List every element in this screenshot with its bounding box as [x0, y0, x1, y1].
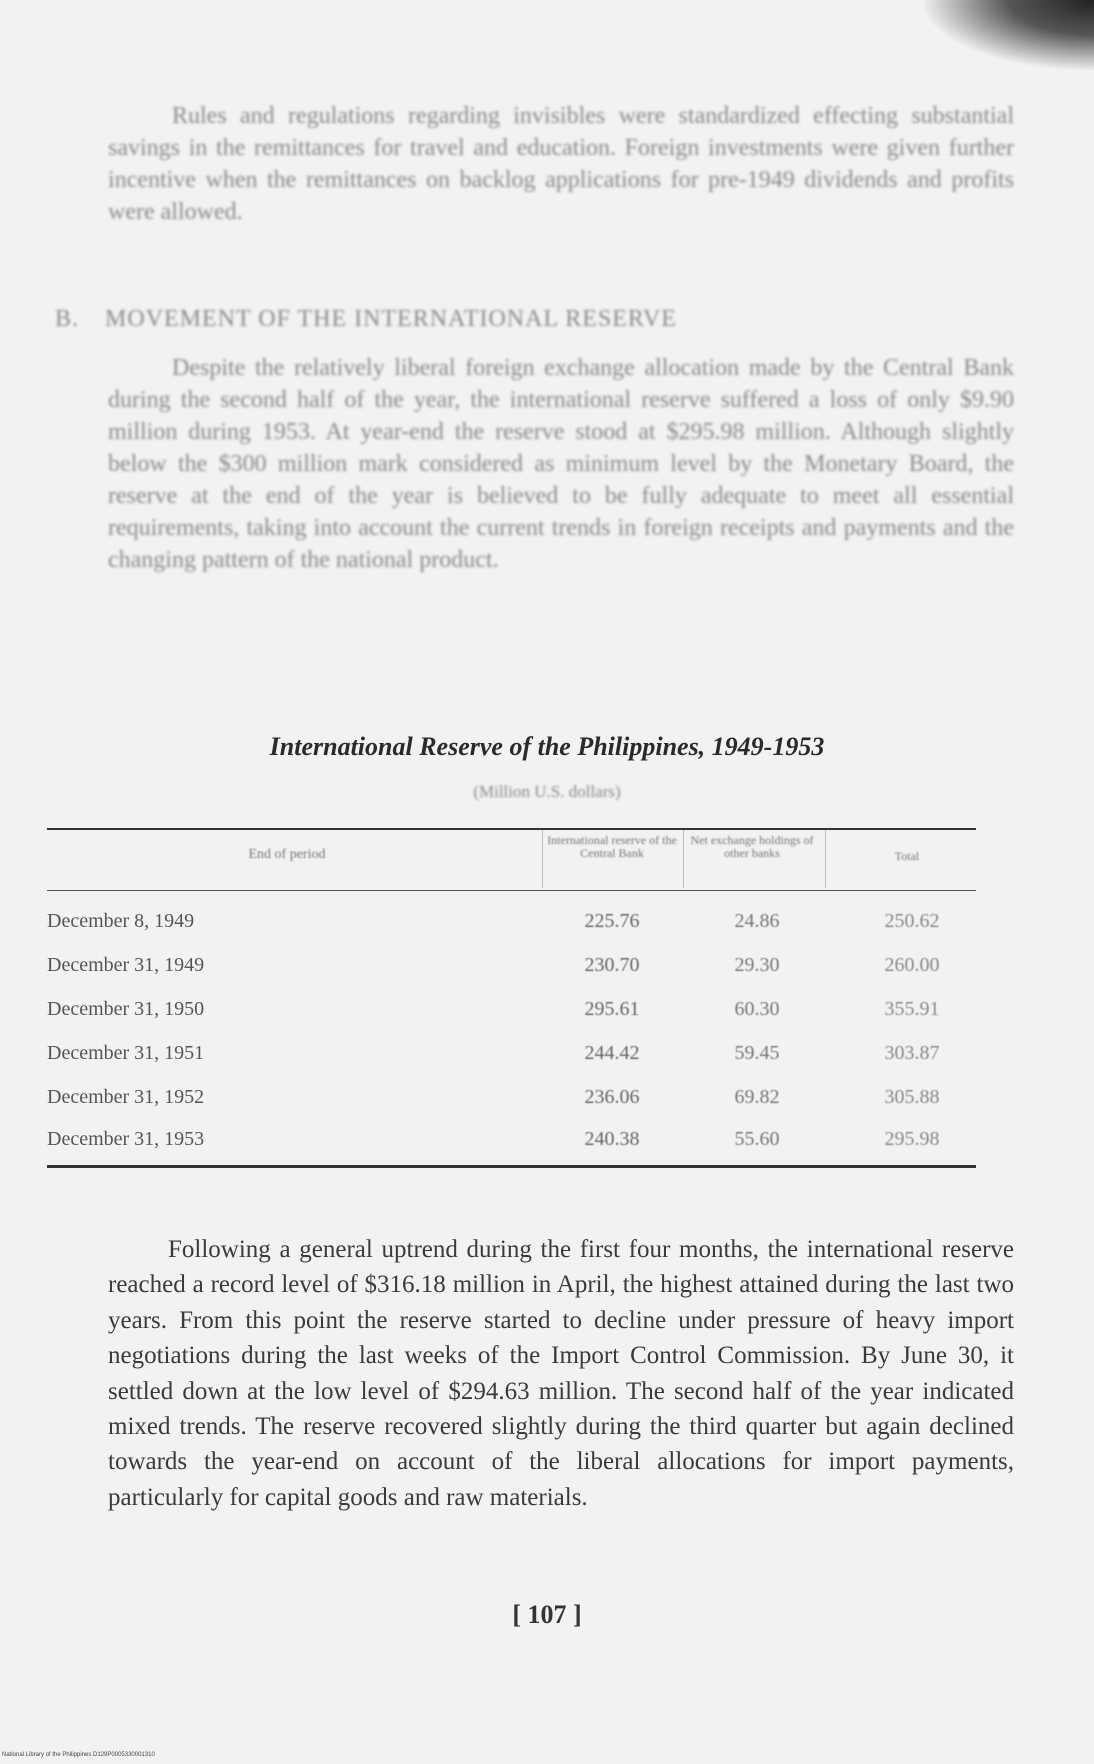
cell-other-banks: 24.86: [734, 910, 780, 932]
cell-other-banks: 29.30: [734, 954, 780, 976]
cell-central-bank: 240.38: [584, 1128, 640, 1150]
cell-period: December 31, 1951: [47, 1042, 205, 1064]
table-top-rule: [47, 828, 976, 830]
section-title: MOVEMENT OF THE INTERNATIONAL RESERVE: [105, 306, 677, 332]
header-central-bank-reserve: International reserve of the Central Bank: [547, 833, 677, 860]
cell-central-bank: 295.61: [584, 998, 640, 1020]
table-bottom-rule: [47, 1165, 976, 1168]
table-header-rule: [47, 890, 976, 891]
header-divider: [542, 830, 543, 888]
cell-other-banks: 55.60: [734, 1128, 780, 1150]
header-other-banks: Net exchange holdings of other banks: [690, 833, 814, 860]
cell-central-bank: 244.42: [584, 1042, 640, 1064]
header-total: Total: [894, 849, 920, 863]
paragraph-invisibles: Rules and regulations regarding invisibles were standardized effecting substantial savings in the remittances for travel and education. Foreign investments were given further incentive when the remittances on backlog applications for pre-1949 dividends and profits were allowed.: [108, 103, 1014, 225]
table-row: [47, 910, 976, 940]
paragraph-reserve-movement: Despite the relatively liberal foreign exchange allocation made by the Central Bank during the second half of the year, the international reserve suffered a loss of only $9.90 million during 1953. At year-end the reserve stood at $295.98 million. Although slightly below the $300 million mark considered as minimum level by the Monetary Board, the reserve at the end of the year is believed to be fully adequate to meet all essential requirements, taking into account the current trends in foreign receipts and payments and the changing pattern of the national product.: [108, 355, 1014, 573]
section-heading: [55, 306, 677, 333]
cell-other-banks: 59.45: [734, 1042, 780, 1064]
header-divider: [683, 830, 684, 888]
cell-period: December 31, 1953: [47, 1128, 205, 1150]
cell-total: 295.98: [884, 1128, 940, 1150]
cell-other-banks: 69.82: [734, 1086, 780, 1108]
table-subtitle: (Million U.S. dollars): [473, 782, 621, 801]
cell-total: 355.91: [884, 998, 940, 1020]
table-row: [47, 954, 976, 984]
cell-total: 305.88: [884, 1086, 940, 1108]
table-row: [47, 1086, 976, 1116]
scan-footer-note: National Library of the Philippines D129P0005330001310: [2, 1752, 155, 1758]
cell-period: December 31, 1949: [47, 954, 205, 976]
cell-period: December 8, 1949: [47, 910, 195, 932]
cell-central-bank: 236.06: [584, 1086, 640, 1108]
cell-central-bank: 230.70: [584, 954, 640, 976]
page-corner-shadow: [924, 0, 1094, 70]
table-row: [47, 1042, 976, 1072]
cell-total: 250.62: [884, 910, 940, 932]
section-number: B.: [55, 306, 80, 332]
header-end-of-period: End of period: [248, 847, 326, 862]
page-number: [ 107 ]: [512, 1600, 582, 1629]
cell-total: 260.00: [884, 954, 940, 976]
paragraph-reserve-trend: Following a general uptrend during the first four months, the international reserve reached a record level of $316.18 million in April, the highest attained during the last two years. From this point the reserve started to decline under pressure of heavy import negotiations during the last weeks of the Import Control Commission. By June 30, it settled down at the low level of $294.63 million. The second half of the year indicated mixed trends. The reserve recovered slightly during the third quarter but again declined towards the year-end on account of the liberal allocations for import payments, particularly for capital goods and raw materials.: [108, 1236, 1014, 1511]
cell-period: December 31, 1950: [47, 998, 205, 1020]
cell-central-bank: 225.76: [584, 910, 640, 932]
table-row: [47, 1128, 976, 1158]
cell-total: 303.87: [884, 1042, 940, 1064]
table-row: [47, 998, 976, 1028]
cell-period: December 31, 1952: [47, 1086, 205, 1108]
cell-other-banks: 60.30: [734, 998, 780, 1020]
header-divider: [825, 830, 826, 888]
table-title: International Reserve of the Philippines, 1949-1953: [269, 732, 825, 761]
